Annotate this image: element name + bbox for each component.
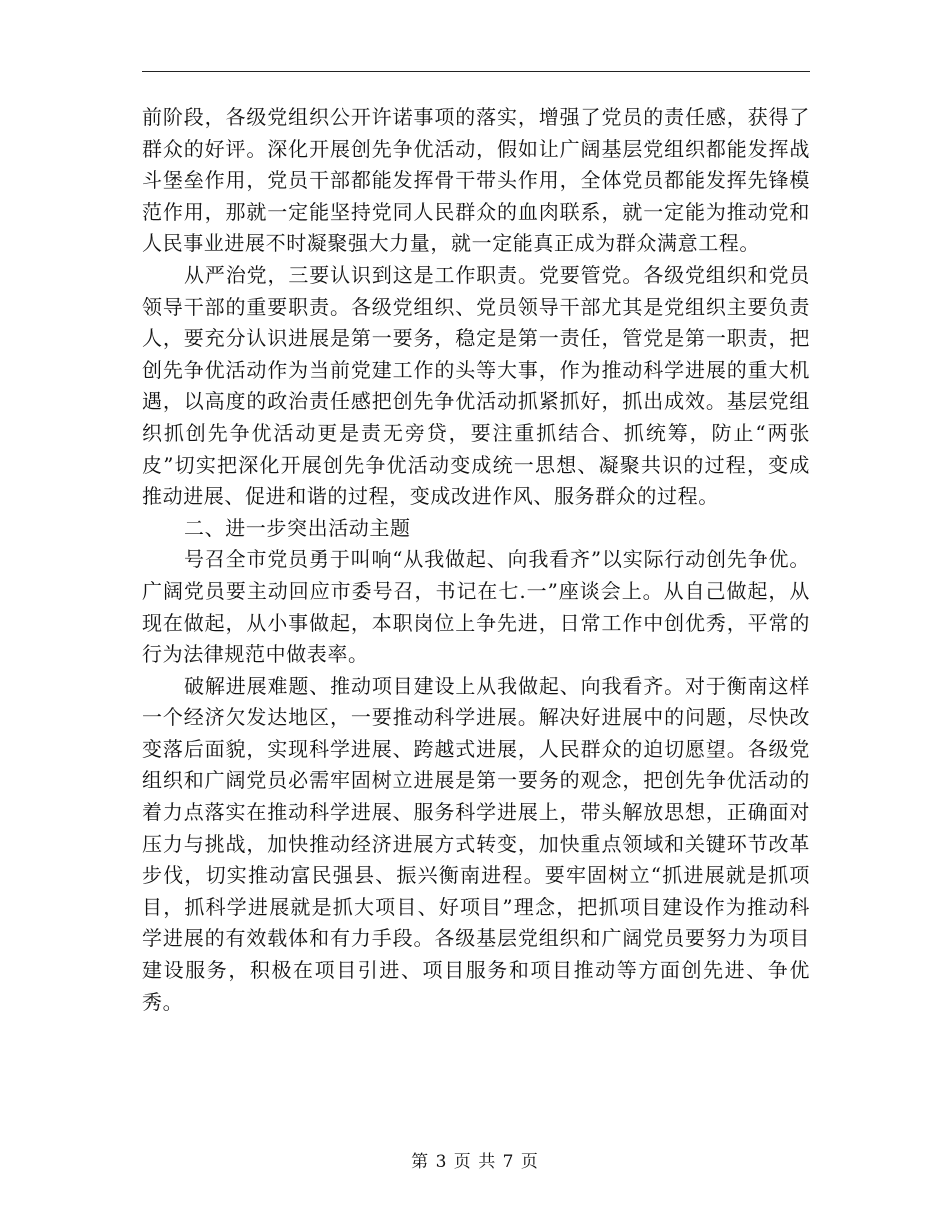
paragraph-continuation: 前阶段，各级党组织公开许诺事项的落实，增强了党员的责任感，获得了群众的好评。深化开展创先争优活动，假如让广阔基层党组织都能发挥战斗堡垒作用，党员干部都能发挥骨干带头作用，全体党员都能发挥先锋模范作用，那就一定能坚持党同人民群众的血肉联系，就一定能为推动党和人民事业进展不时凝聚强大力量，就一定能真正成为群众满意工程。 [142,105,810,256]
page-number-footer: 第 3 页 共 7 页 [411,1152,539,1172]
section-heading: 二、进一步突出活动主题 [184,515,411,540]
paragraph-call-to-action: 号召全市党员勇于叫响“从我做起、向我看齐”以实际行动创先争优。广阔党员要主动回应市委号召，书记在七.一”座谈会上。从自己做起，从现在做起，从小事做起，本职岗位上争先进，日常工作中创优秀，平常的行为法律规范中做表率。 [142,547,810,667]
header-rule [142,71,810,72]
paragraph-party-discipline: 从严治党，三要认识到这是工作职责。党要管党。各级党组织和党员领导干部的重要职责。各级党组织、党员领导干部尤其是党组织主要负责人，要充分认识进展是第一要务，稳定是第一责任，管党是第一职责，把创先争优活动作为当前党建工作的头等大事，作为推动科学进展的重大机遇，以高度的政治责任感把创先争优活动抓紧抓好，抓出成效。基层党组织抓创先争优活动更是责无旁贷，要注重抓结合、抓统筹，防止“两张皮”切实把深化开展创先争优活动变成统一思想、凝聚共识的过程，变成推动进展、促进和谐的过程，变成改进作风、服务群众的过程。 [142,262,810,509]
document-body [142,102,810,1018]
paragraph-development: 破解进展难题、推动项目建设上从我做起、向我看齐。对于衡南这样一个经济欠发达地区，一要推动科学进展。解决好进展中的问题，尽快改变落后面貌，实现科学进展、跨越式进展，人民群众的迫切愿望。各级党组织和广阔党员必需牢固树立进展是第一要务的观念，把创先争优活动的着力点落实在推动科学进展、服务科学进展上，带头解放思想，正确面对压力与挑战，加快推动经济进展方式转变，加快重点领域和关键环节改革步伐，切实推动富民强县、振兴衡南进程。要牢固树立“抓进展就是抓项目，抓科学进展就是抓大项目、好项目”理念，把抓项目建设作为推动科学进展的有效载体和有力手段。各级基层党组织和广阔党员要努力为项目建设服务，积极在项目引进、项目服务和项目推动等方面创先进、争优秀。 [142,673,810,1014]
